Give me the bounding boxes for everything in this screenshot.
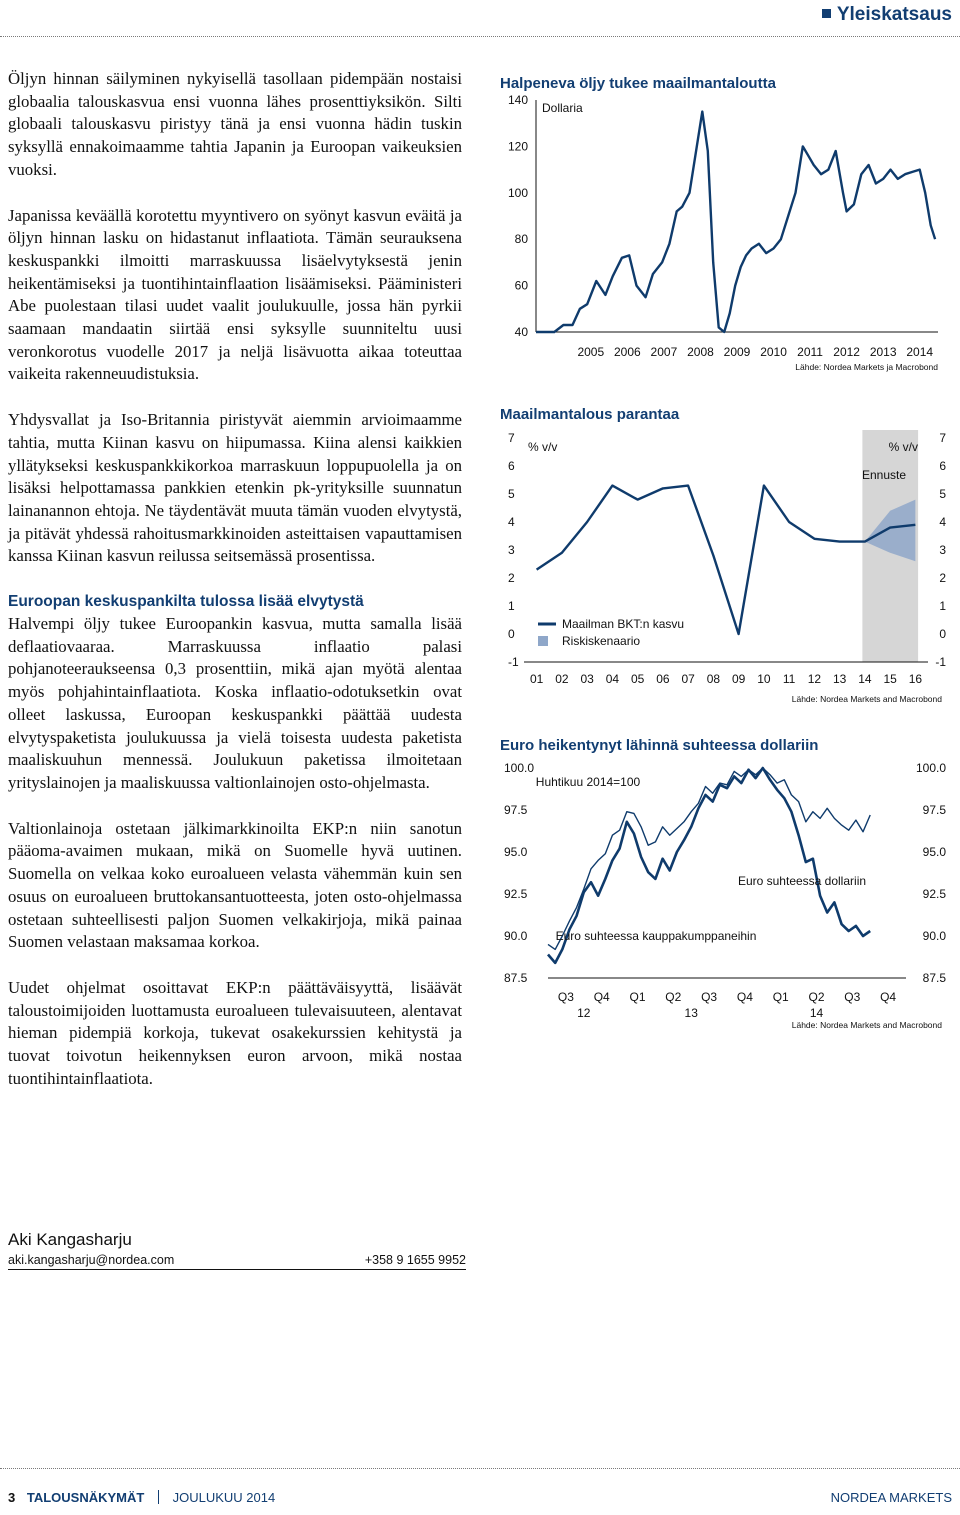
x-tick-label: 04 [605,672,620,686]
x-tick-label: 2012 [833,345,860,359]
y-tick-label-right: 5 [939,487,946,501]
x-tick-label: 03 [580,672,594,686]
x-quarter-label: Q4 [593,990,610,1004]
x-quarter-label: Q2 [665,990,682,1004]
y-tick-label-left: -1 [508,655,519,669]
y-tick-label-left: 90.0 [504,929,528,943]
x-tick-label: 2007 [650,345,678,359]
y-tick-label-left: 2 [508,571,515,585]
x-tick-label: 14 [858,672,872,686]
y-tick-label-right: 1 [939,599,946,613]
base-annotation: Huhtikuu 2014=100 [535,775,641,789]
y-tick-label: 80 [514,232,528,247]
unit-label: Dollaria [542,101,583,115]
x-quarter-label: Q1 [629,990,646,1004]
x-tick-label: 02 [555,672,569,686]
y-tick-label-right: 3 [939,543,946,557]
y-tick-label-right: 6 [939,459,946,473]
square-bullet-icon [822,9,831,18]
x-tick-label: 06 [656,672,670,686]
x-tick-label: 15 [883,672,897,686]
chart-title: Euro heikentynyt lähinnä suhteessa dollariin [500,737,819,754]
legend-label: Riskiskenaario [562,634,641,648]
oil-price-chart-svg [498,70,953,382]
publisher-name: NORDEA MARKETS [830,1490,952,1505]
x-tick-label: 05 [630,672,645,686]
x-year-label: 14 [809,1006,824,1020]
paragraph: Yhdysvallat ja Iso-Britannia piristyvät aiemmin arvioimaamme tahtia, mutta Kiinan kasvu on hiipumassa. Kiina alensi kaikkien yllätykseksi keskuspankkikorkoa marraskuun loppupuolella ja on lisäksi helpottamassa pankkien etenkin pk-yrityksille suunnatun lainanannon ehtoja. Ne täydentävät muuta tämän vuoden elvytystä, ja pitävät yhdessä rahoitusmarkkinoiden asteittaisen vapauttamisen kanssa Kiinan kasvun reilussa seitsemässä prosentissa. [8,410,462,566]
y-tick-label-right: 2 [939,571,946,585]
article-body [8,68,462,1113]
section-tag [822,4,952,26]
top-divider [0,36,960,37]
y-tick-label-left: 7 [508,431,515,445]
magazine-name: TALOUSNÄKYMÄT [26,1490,145,1505]
world-gdp-chart-svg [498,400,956,710]
x-tick-label: 16 [908,672,923,686]
world-gdp-chart [498,400,956,710]
x-tick-label: 11 [782,672,796,686]
x-tick-label: 2011 [797,345,823,359]
paragraph: Öljyn hinnan säilyminen nykyisellä tasollaan pidempään nostaisi globaalia talouskasvua ensi vuonna lähes prosenttiyksikön. Silti globaali talouskasvu piristyy tänä ja ensi vuonna hädin tuskin syksyllä ennakoimaamme tahtia Japanin ja Euroopan vaikeuksien vuoksi. [8,69,462,179]
source-note: Lähde: Nordea Markets and Macrobond [791,694,942,704]
unit-label-right: % v/v [888,440,918,454]
source-note: Lähde: Nordea Markets ja Macrobond [795,362,938,372]
gdp-growth-line [537,486,916,634]
x-tick-label: 2006 [614,345,641,359]
x-tick-label: 09 [731,672,746,686]
x-tick-label: 12 [807,672,822,686]
y-tick-label-left: 100.0 [504,761,535,775]
y-tick-label-right: 0 [939,627,946,641]
author-email[interactable]: aki.kangasharju@nordea.com [8,1253,175,1267]
x-tick-label: 2005 [577,345,605,359]
author-phone: +358 9 1655 9952 [364,1253,466,1267]
y-tick-label: 60 [514,278,528,293]
oil-price-chart [498,70,953,382]
y-tick-label: 120 [507,139,528,154]
paragraph: Halvempi öljy tukee Euroopankin kasvua, mutta samalla lisää deflaatiovaaraa. Marraskuussa inflaatio palasi pohjanoteeraukseensa 0,3 prosenttiin, mikä ajan myötä alentaa myös pohjahintainflaatiota. Koska inflaatio-odotuksetkin ovat olleet laskussa, Euroopan keskuspankki päättää uudesta elvytyspaketista joulukuussa ja vielä toisesta uudesta paketista maaliskuuhun mennessä. Joulukuun paketissa ilmoitetaan yrityslainojen ja maaliskuussa valtionlainojen osto-ohjelmasta. [8,614,462,792]
x-year-label: 13 [684,1006,698,1020]
x-quarter-label: Q3 [701,990,718,1004]
y-tick-label-right: 90.0 [922,929,946,943]
x-tick-label: 08 [706,672,721,686]
x-year-label: 12 [577,1006,591,1020]
x-quarter-label: Q4 [880,990,897,1004]
annotation-eur-usd: Euro suhteessa dollariin [737,874,867,888]
y-tick-label-left: 3 [508,543,515,557]
x-tick-label: 2013 [869,345,897,359]
y-tick-label-right: 4 [939,515,946,529]
chart-title: Maailmantalous parantaa [500,406,680,423]
x-tick-label: 2010 [760,345,787,359]
y-tick-label-right: 100.0 [915,761,946,775]
y-tick-label-left: 92.5 [504,887,528,901]
y-tick-label-left: 5 [508,487,515,501]
author-name: Aki Kangasharju [8,1230,132,1249]
y-tick-label-right: 97.5 [922,803,946,817]
y-tick-label-right: 7 [939,431,946,445]
unit-label-left: % v/v [528,440,558,454]
x-tick-label: 07 [681,672,695,686]
euro-chart-svg [498,728,956,1033]
euro-chart [498,728,956,1033]
y-tick-label-left: 95.0 [504,845,528,859]
section-title: Yleiskatsaus [836,4,952,25]
y-tick-label-left: 97.5 [504,803,528,817]
author-block [8,1230,466,1270]
issue-date: JOULUKUU 2014 [172,1490,276,1505]
source-note: Lähde: Nordea Markets and Macrobond [791,1020,942,1030]
paragraph: Uudet ohjelmat osoittavat EKP:n päättäväisyyttä, lisäävät taloustoimijoiden luottamusta euroalueen tulevaisuuteen, alentavat hieman pidempiä korkoja, tukevat osakekurssien kehitystä ja tuovat toivotun heikennyksen euron arvoon, mikä nostaa tuontihintainflaatiota. [8,977,462,1088]
y-tick-label-left: 87.5 [504,971,528,985]
y-tick-label-right: 92.5 [922,887,946,901]
x-tick-label: 13 [832,672,847,686]
annotation-eur-trade: Euro suhteessa kauppakumppaneihin [555,929,757,943]
x-tick-label: 2014 [906,345,934,359]
footer-separator [158,1490,159,1504]
y-tick-label-left: 1 [508,599,515,613]
y-tick-label-right: 95.0 [922,845,946,859]
footer-divider [0,1468,960,1469]
y-tick-label-right: 87.5 [922,971,946,985]
eur-trade-weighted-line [548,768,870,949]
x-tick-label: 10 [757,672,771,686]
x-quarter-label: Q3 [557,990,574,1004]
chart-title: Halpeneva öljy tukee maailmantaloutta [500,75,776,92]
x-quarter-label: Q3 [844,990,861,1004]
oil-price-line [536,112,935,332]
y-tick-label: 100 [507,185,528,200]
y-tick-label-right: -1 [935,655,946,669]
y-tick-label-left: 6 [508,459,515,473]
footer [8,1490,952,1505]
x-quarter-label: Q2 [808,990,825,1004]
paragraph: Japanissa keväällä korotettu myyntivero on syönyt kasvun eväitä ja öljyn hinnan lasku on hidastanut inflaatiota. Tämän seurauksena keskuspankki ilmoitti marraskuussa lisäelvytyksestä jenin heikentämiseksi ja tuontihintainflaation lisäämiseksi. Pääministeri Abe puolestaan tilasi uudet vaalit joulukuulle, jossa hän pyrkii saamaan mandaatin siirtää ensi syksylle suunniteltu uusi veronkorotus vuodelle 2017 ja neljä lisävuotta aikaa toteuttaa vaikeita rakenneuudistuksia. [8,205,462,384]
page-number: 3 [8,1490,16,1505]
y-tick-label-left: 4 [508,515,515,529]
x-tick-label: 01 [529,672,544,686]
y-tick-label-left: 0 [508,627,515,641]
section-heading: Euroopan keskuspankilta tulossa lisää elvytystä [8,593,364,611]
x-tick-label: 2008 [687,345,714,359]
y-tick-label: 140 [507,93,528,107]
paragraph: Valtionlainoja ostetaan jälkimarkkinoilta EKP:n niin sanotun pääoma-avaimen mukaan, mikä on Suomelle hyvä uutinen. Suomella on velkaa koko euroalueen velasta vähemmän kuin sen osuus on euroalueen bruttokansantuotteesta, joten osto-ohjelmassa ostetaan suhteellisesti paljon Suomen velkakirjoja, mikä painaa Suomen velastaan maksamaa korkoa. [8,818,462,952]
y-tick-label: 40 [514,325,528,339]
x-tick-label: 2009 [723,345,751,359]
legend-label: Maailman BKT:n kasvu [562,617,685,631]
legend-swatch-risk [538,636,548,646]
x-quarter-label: Q1 [772,990,789,1004]
forecast-label: Ennuste [861,468,907,482]
x-quarter-label: Q4 [736,990,753,1004]
